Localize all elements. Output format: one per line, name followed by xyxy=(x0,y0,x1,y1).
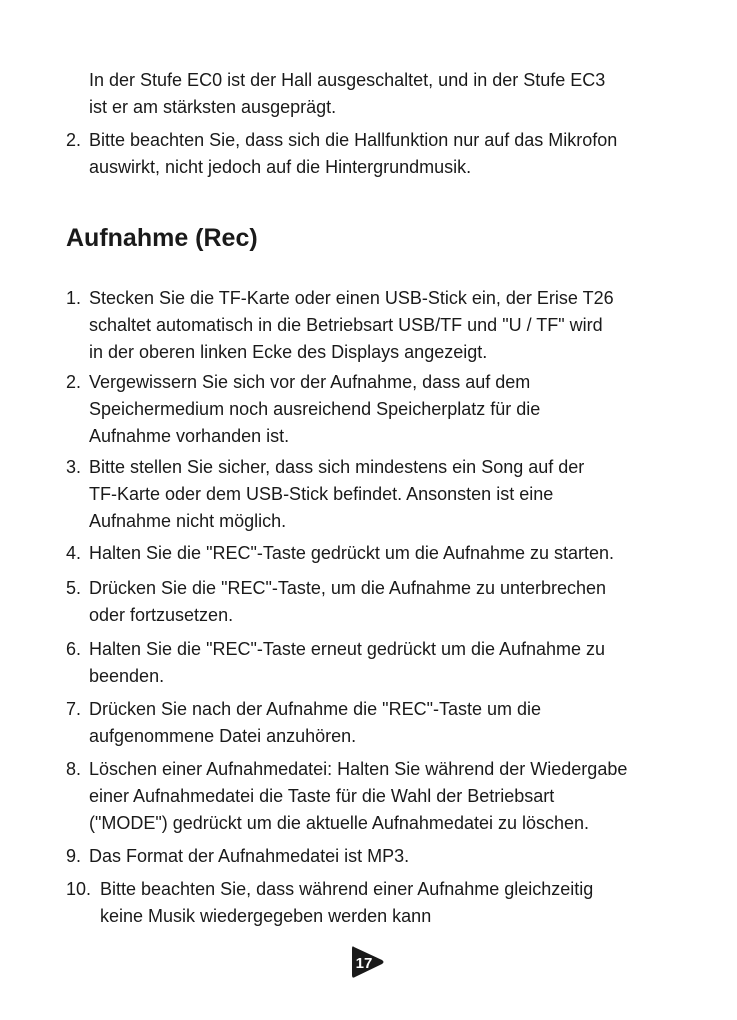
list-item-line: TF-Karte oder dem USB-Stick befindet. Ansonsten ist eine xyxy=(89,484,554,504)
list-item-text xyxy=(89,636,689,690)
list-item-text xyxy=(89,369,689,450)
list-item-line: oder fortzusetzen. xyxy=(89,605,234,625)
list-item-number: 2. xyxy=(66,372,82,392)
list-item-line: Drücken Sie die "REC"-Taste, um die Aufnahme zu unterbrechen xyxy=(89,578,607,598)
list-item-line: einer Aufnahmedatei die Taste für die Wahl der Betriebsart xyxy=(89,786,555,806)
list-item-line: ("MODE") gedrückt um die aktuelle Aufnahmedatei zu löschen. xyxy=(89,813,590,833)
list-item-number: 7. xyxy=(66,699,82,719)
list-item-line: Bitte beachten Sie, dass während einer Aufnahme gleichzeitig xyxy=(100,879,594,899)
list-item-line: Stecken Sie die TF-Karte oder einen USB-Stick ein, der Erise T26 xyxy=(89,288,614,308)
list-item-text xyxy=(100,876,700,930)
list-item-number: 10. xyxy=(66,879,92,899)
list-item-line: auswirkt, nicht jedoch auf die Hintergrundmusik. xyxy=(89,157,472,177)
list-item-line: Bitte stellen Sie sicher, dass sich mindestens ein Song auf der xyxy=(89,457,585,477)
list-item-line: Drücken Sie nach der Aufnahme die "REC"-Taste um die xyxy=(89,699,542,719)
list-item-text xyxy=(89,756,689,837)
list-item-text xyxy=(89,540,689,567)
list-item-text xyxy=(89,454,689,535)
list-item-line: beenden. xyxy=(89,666,165,686)
list-item-line: Das Format der Aufnahmedatei ist MP3. xyxy=(89,846,410,866)
list-item-number: 9. xyxy=(66,846,82,866)
list-item-line: Halten Sie die "REC"-Taste gedrückt um die Aufnahme zu starten. xyxy=(89,543,615,563)
list-item-number: 4. xyxy=(66,543,82,563)
intro-line: In der Stufe EC0 ist der Hall ausgeschaltet, und in der Stufe EC3 xyxy=(89,70,606,90)
list-item-text xyxy=(89,575,689,629)
list-item-text xyxy=(89,285,689,366)
list-item-line: Löschen einer Aufnahmedatei: Halten Sie während der Wiedergabe xyxy=(89,759,628,779)
list-item-line: Aufnahme nicht möglich. xyxy=(89,511,287,531)
list-item-number: 8. xyxy=(66,759,82,779)
list-item-line: Vergewissern Sie sich vor der Aufnahme, dass auf dem xyxy=(89,372,531,392)
list-item-number: 3. xyxy=(66,457,82,477)
list-item-line: in der oberen linken Ecke des Displays angezeigt. xyxy=(89,342,488,362)
list-item-line: Aufnahme vorhanden ist. xyxy=(89,426,290,446)
list-item-text xyxy=(89,843,689,870)
section-heading: Aufnahme (Rec) xyxy=(66,224,258,252)
list-item-line: Speichermedium noch ausreichend Speicherplatz für die xyxy=(89,399,541,419)
page-number-badge xyxy=(349,944,385,980)
list-item-line: Halten Sie die "REC"-Taste erneut gedrückt um die Aufnahme zu xyxy=(89,639,606,659)
intro-paragraph xyxy=(89,67,689,121)
list-item-number: 6. xyxy=(66,639,82,659)
list-item-line: keine Musik wiedergegeben werden kann xyxy=(100,906,432,926)
list-item-line: aufgenommene Datei anzuhören. xyxy=(89,726,357,746)
list-item-number: 1. xyxy=(66,288,82,308)
list-item-text xyxy=(89,696,689,750)
list-item-text xyxy=(89,127,689,181)
list-item-line: Bitte beachten Sie, dass sich die Hallfunktion nur auf das Mikrofon xyxy=(89,130,618,150)
intro-line: ist er am stärksten ausgeprägt. xyxy=(89,97,337,117)
list-item-line: schaltet automatisch in die Betriebsart USB/TF und "U / TF" wird xyxy=(89,315,603,335)
list-item-number: 5. xyxy=(66,578,82,598)
list-item-number: 2. xyxy=(66,130,82,150)
page-number: 17 xyxy=(355,955,373,972)
